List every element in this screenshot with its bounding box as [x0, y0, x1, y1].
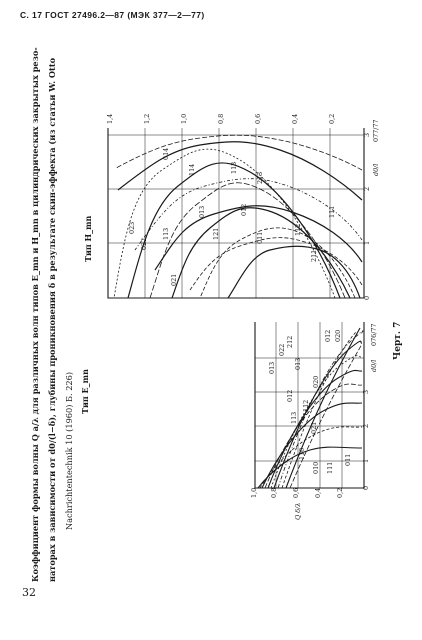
curve-label: 021 [170, 273, 178, 286]
curve-label: 111 [328, 205, 336, 218]
page-number: 32 [22, 586, 36, 599]
curve-label: 013 [294, 357, 302, 370]
right-corner-label: 077/77 [372, 119, 380, 142]
right-curve [228, 246, 360, 298]
right-x-axis-label: d0/l [372, 163, 380, 176]
left-corner-label: 076/77 [370, 323, 378, 346]
curve-label: 013 [198, 205, 206, 218]
right-y-tick: 0,8 [217, 113, 225, 124]
curve-label: 020 [312, 375, 320, 388]
right-curve [200, 228, 355, 298]
curve-label: 211 [310, 249, 318, 262]
left-curve [262, 403, 362, 488]
left-type-label: Тип E_mn [80, 369, 90, 414]
right-y-tick: 1,4 [106, 113, 114, 124]
curve-label: 110 [298, 447, 306, 460]
figure-label: Черт. 7 [393, 321, 403, 360]
right-y-tick: 0,4 [291, 113, 299, 124]
left-x-tick: 2 [362, 423, 370, 428]
curve-label: 012 [286, 389, 294, 402]
left-y-tick: 0,6 [292, 487, 300, 498]
left-curve-labels [268, 330, 352, 474]
curve-label: 114 [188, 163, 196, 176]
right-curve [172, 205, 350, 298]
left-y-tick: 0,4 [314, 487, 322, 498]
curve-label: 012 [324, 329, 332, 342]
left-x-tick: 0 [362, 485, 370, 490]
right-curve [128, 163, 340, 298]
curve-label: 121 [212, 227, 220, 240]
curve-label: 113 [290, 411, 298, 424]
caption-line-3: Nachrichtentechnik 10 (1960) Б. 226) [64, 371, 74, 530]
left-y-tick: 1,0 [250, 487, 258, 498]
page-header: С. 17 ГОСТ 27496.2—87 (МЭК 377—2—77) [20, 10, 205, 20]
curve-label: 112 [302, 399, 310, 412]
left-y-axis-label: Q δ/λ [294, 502, 302, 520]
right-chart [108, 128, 364, 298]
right-curve [150, 183, 345, 298]
curve-label: 113 [162, 227, 170, 240]
right-x-tick: 1 [363, 240, 371, 245]
right-y-tick: 1,0 [180, 113, 188, 124]
left-x-axis-label: d0/l [370, 359, 378, 372]
right-frame [108, 128, 364, 298]
left-x-tick: 1 [362, 458, 370, 463]
right-x-ticks [363, 120, 380, 300]
right-y-tick: 0,2 [328, 113, 336, 124]
curve-label: 023 [128, 221, 136, 234]
right-x-tick: 0 [363, 295, 371, 300]
left-curve [258, 447, 362, 488]
curve-label: 022 [278, 343, 286, 356]
curve-label: 011 [344, 453, 352, 466]
caption-line-2: наторах в зависимости от d0/(l−δ), глубины проникновения δ в результате скин-эффекта (из статьи W. Otto [47, 57, 57, 582]
right-x-tick: 2 [363, 186, 371, 191]
curve-label: 011 [256, 231, 264, 244]
curve-label: 212 [286, 335, 294, 348]
left-x-tick: 3 [362, 389, 370, 394]
curve-label: 010 [312, 461, 320, 474]
curve-label: 014 [162, 147, 170, 160]
curve-label: 021 [310, 421, 318, 434]
curve-label: 113 [230, 161, 238, 174]
curve-label: 012 [240, 203, 248, 216]
right-x-tick: 3 [363, 132, 371, 137]
curve-label: 112 [294, 223, 302, 236]
caption-line-1: Коэффициент формы волны Q a/λ для различных волн типов E_mn и H_mn в цилиндрических закрытых резо- [30, 47, 40, 582]
curve-label: 111 [326, 461, 334, 474]
left-y-tick: 0,8 [270, 487, 278, 498]
curve-label: 213 [256, 171, 264, 184]
curve-label: 013 [268, 361, 276, 374]
right-y-tick: 0,6 [254, 113, 262, 124]
right-curve [118, 142, 362, 200]
left-y-ticks [250, 488, 344, 520]
right-y-ticks [106, 114, 336, 124]
curve-label: 022 [140, 237, 148, 250]
left-y-tick: 0,2 [336, 487, 344, 498]
right-type-label: Тип H_mn [83, 215, 93, 262]
right-y-tick: 1,2 [143, 113, 151, 124]
curve-label: 020 [334, 329, 342, 342]
